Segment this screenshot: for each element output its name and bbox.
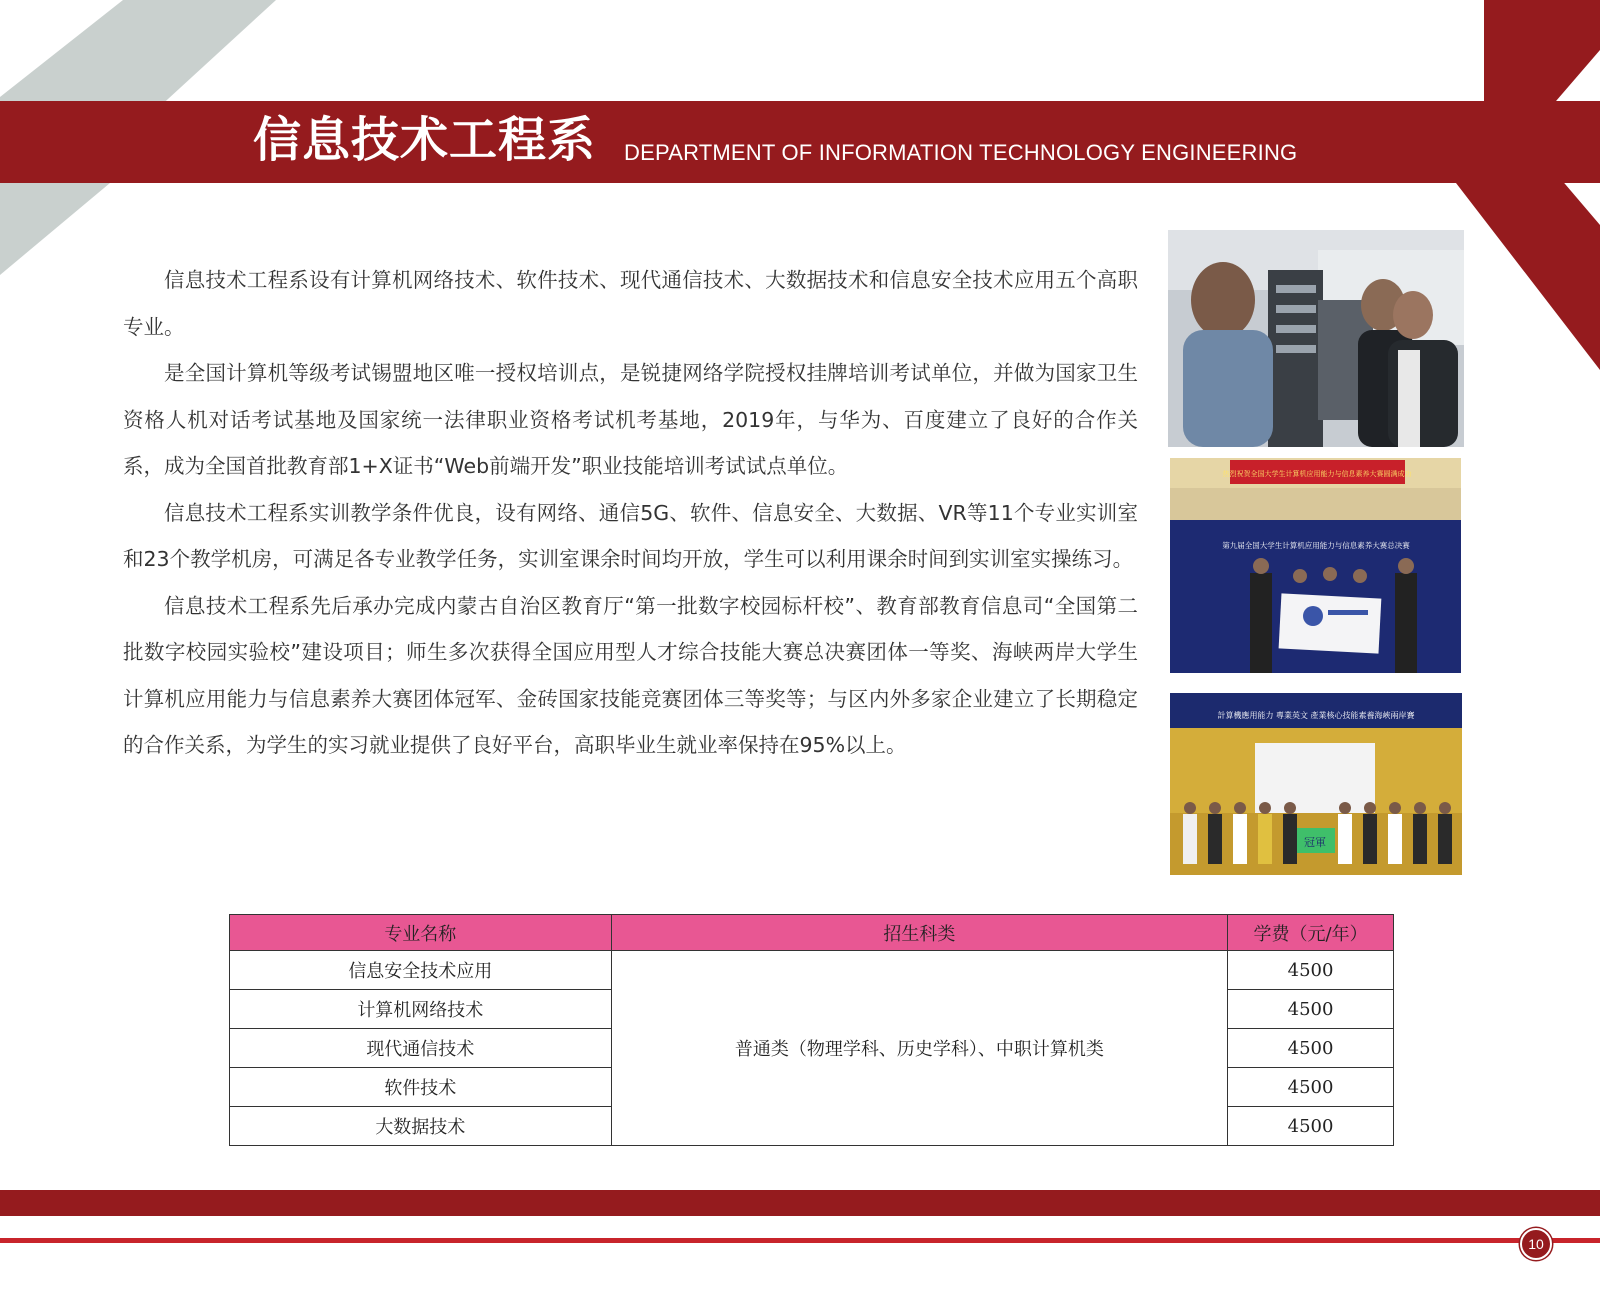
- paragraph-certification: 是全国计算机等级考试锡盟地区唯一授权培训点，是锐捷网络学院授权挂牌培训考试单位，并做为国家卫生资格人机对话考试基地及国家统一法律职业资格考试机考基地，2019年，与华为、百度建立了良好的合作关系，成为全国首批教育部1+X证书“Web前端开发”职业技能培训考试试点单位。: [123, 361, 1138, 478]
- table-header-row: [230, 915, 1394, 951]
- major-name: 现代通信技术: [230, 1029, 612, 1068]
- header-major: 专业名称: [230, 915, 612, 951]
- department-description: [123, 257, 1138, 769]
- tuition-fee: 4500: [1228, 951, 1394, 990]
- award-banner-text: 計算機應用能力 專業英文 產業核心技能素養海峽兩岸賽: [1217, 711, 1415, 720]
- footer-line: [0, 1238, 1600, 1243]
- competition-stage-text: 第九届全国大学生计算机应用能力与信息素养大赛总决赛: [1222, 541, 1410, 550]
- footer-bar: [0, 1190, 1600, 1216]
- major-name: 计算机网络技术: [230, 990, 612, 1029]
- table-row: [230, 951, 1394, 990]
- majors-table: [229, 914, 1394, 1146]
- award-ceremony-photo: [1170, 693, 1462, 875]
- page-subtitle-en: DEPARTMENT OF INFORMATION TECHNOLOGY ENGINEERING: [624, 140, 1298, 165]
- paragraph-achievements: 信息技术工程系先后承办完成内蒙古自治区教育厅“第一批数字校园标杆校”、教育部教育信息司“全国第二批数字校园实验校”建设项目；师生多次获得全国应用型人才综合技能大赛总决赛团体一等奖、海峡两岸大学生计算机应用能力与信息素养大赛团体冠军、金砖国家技能竞赛团体三等奖等；与区内外多家企业建立了长期稳定的合作关系，为学生的实习就业提供了良好平台，高职毕业生就业率保持在95%以上。: [123, 593, 1138, 757]
- tuition-fee: 4500: [1228, 1107, 1394, 1146]
- tuition-fee: 4500: [1228, 1029, 1394, 1068]
- competition-banner-text: 热烈祝贺全国大学生计算机应用能力与信息素养大赛圆满成功: [1222, 470, 1412, 478]
- champion-sign-text: 冠軍: [1304, 836, 1326, 849]
- paragraph-majors: 信息技术工程系设有计算机网络技术、软件技术、现代通信技术、大数据技术和信息安全技术应用五个高职专业。: [123, 268, 1138, 339]
- page-number: 10: [1520, 1228, 1552, 1260]
- tuition-fee: 4500: [1228, 1068, 1394, 1107]
- tuition-fee: 4500: [1228, 990, 1394, 1029]
- major-name: 软件技术: [230, 1068, 612, 1107]
- paragraph-facilities: 信息技术工程系实训教学条件优良，设有网络、通信5G、软件、信息安全、大数据、VR等11个专业实训室和23个教学机房，可满足各专业教学任务，实训室课余时间均开放，学生可以利用课余时间到实训室实操练习。: [123, 500, 1138, 571]
- enrollment-category: 普通类（物理学科、历史学科）、中职计算机类: [611, 951, 1227, 1146]
- lab-training-photo: [1168, 230, 1464, 447]
- page-title: 信息技术工程系: [253, 112, 597, 168]
- header-category: 招生科类: [611, 915, 1227, 951]
- competition-team-photo: [1170, 458, 1461, 673]
- major-name: 信息安全技术应用: [230, 951, 612, 990]
- major-name: 大数据技术: [230, 1107, 612, 1146]
- header-fee: 学费（元/年）: [1228, 915, 1394, 951]
